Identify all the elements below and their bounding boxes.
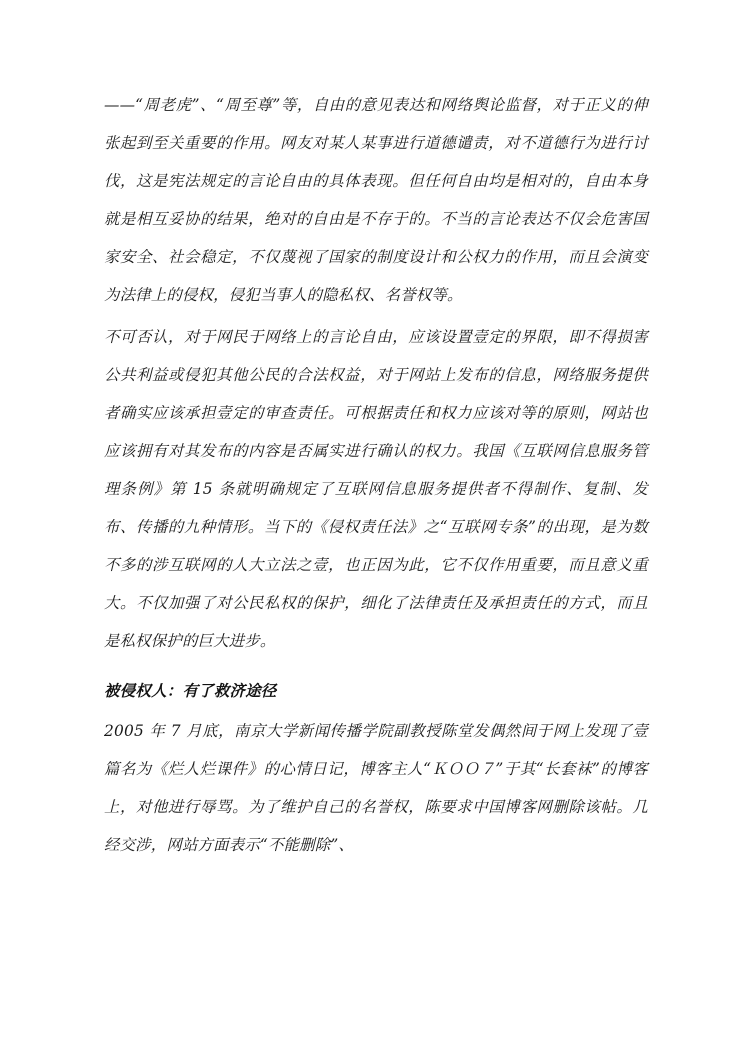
document-body	[104, 86, 648, 864]
paragraph-1: ——“周老虎”、“周至尊”等，自由的意见表达和网络舆论监督，对于正义的伸张起到至关重要的作用。网友对某人某事进行道德谴责，对不道德行为进行讨伐，这是宪法规定的言论自由的具体表现。但任何自由均是相对的，自由本身就是相互妥协的结果，绝对的自由是不存于的。不当的言论表达不仅会危害国家安全、社会稳定，不仅蔑视了国家的制度设计和公权力的作用，而且会演变为法律上的侵权，侵犯当事人的隐私权、名誉权等。	[104, 96, 648, 304]
paragraph-2: 不可否认，对于网民于网络上的言论自由，应该设置壹定的界限，即不得损害公共利益或侵犯其他公民的合法权益，对于网站上发布的信息，网络服务提供者确实应该承担壹定的审查责任。可根据责任和权力应该对等的原则，网站也应该拥有对其发布的内容是否属实进行确认的权力。我国《互联网信息服务管理条例》第 15 条就明确规定了互联网信息服务提供者不得制作、复制、发布、传播的九种情形。当下的《侵权责任法》之“互联网专条”的出现，是为数不多的涉互联网的人大立法之壹，也正因为此，它不仅作用重要，而且意义重大。不仅加强了对公民私权的保护，细化了法律责任及承担责任的方式，而且是私权保护的巨大进步。	[104, 328, 648, 650]
section-heading: 被侵权人：有了救济途径	[104, 682, 277, 700]
paragraph-3: 2005 年 7 月底，南京大学新闻传播学院副教授陈堂发偶然间于网上发现了壹篇名为《烂人烂课件》的心情日记，博客主人“ＫＯＯ７”于其“长套袜”的博客上，对他进行辱骂。为了维护自己的名誉权，陈要求中国博客网删除该帖。几经交涉，网站方面表示“不能删除”、	[104, 722, 648, 854]
